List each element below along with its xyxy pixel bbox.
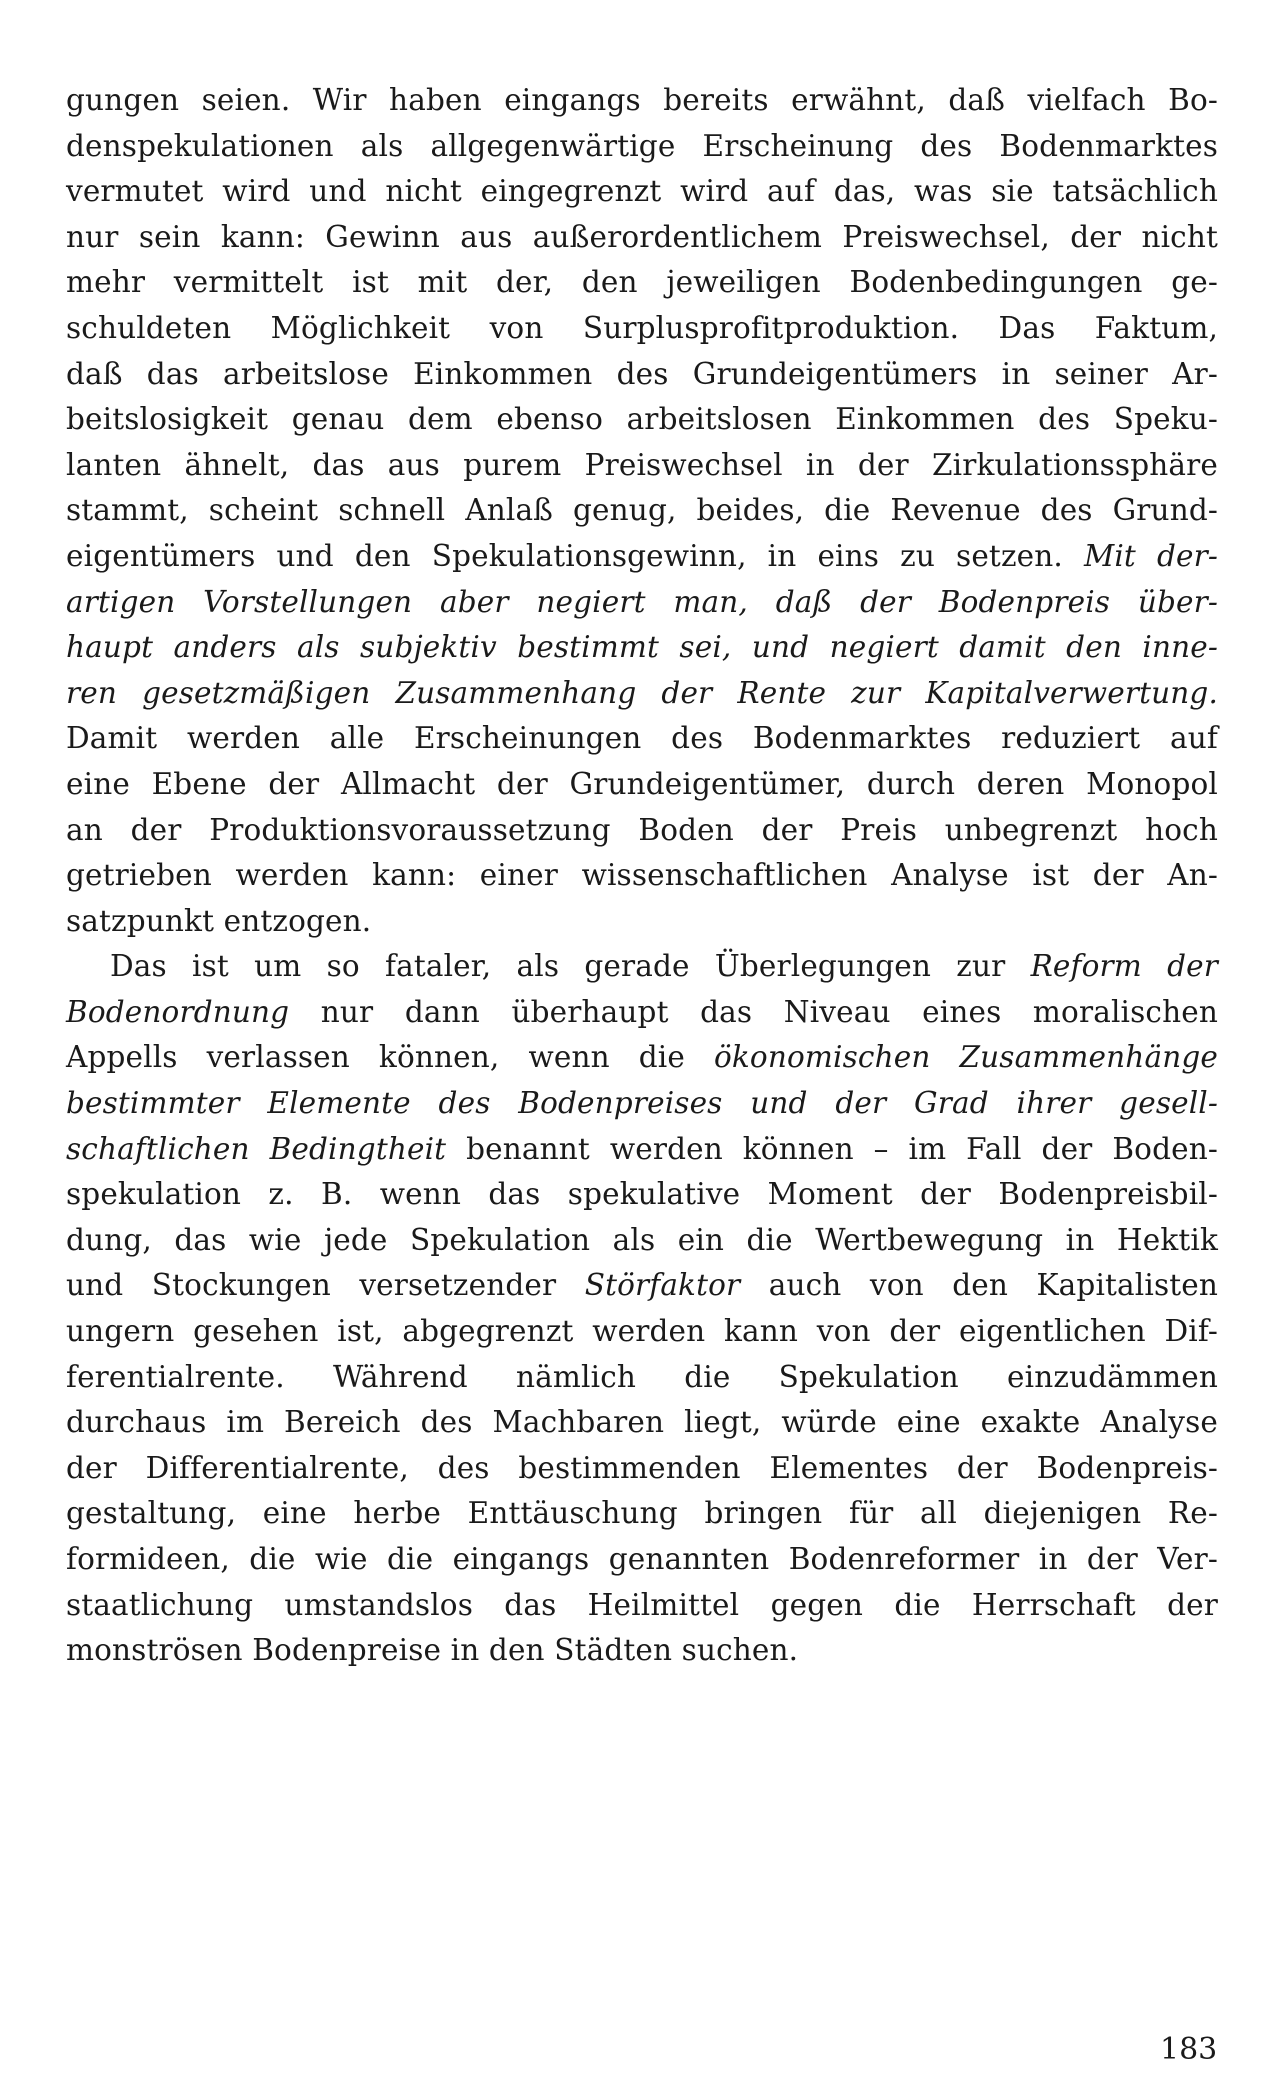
text-line — [66, 1127, 1218, 1173]
text-run: ungern gesehen ist, abgegrenzt werden kann von der eigentlichen Dif- — [66, 1314, 1218, 1349]
text-line — [66, 853, 1218, 899]
text-run: gestaltung, eine herbe Enttäuschung bringen für all diejenigen Re- — [66, 1496, 1218, 1531]
text-line — [66, 1537, 1218, 1583]
text-line — [66, 488, 1218, 534]
text-run: Das ist um so fataler, als gerade Überlegungen zur — [110, 949, 1031, 984]
text-line — [66, 944, 1218, 990]
text-line — [66, 1081, 1218, 1127]
text-run: schuldeten Möglichkeit von Surplusprofitproduktion. Das Faktum, — [66, 310, 1218, 345]
text-line — [66, 1583, 1218, 1629]
text-run: Damit werden alle Erscheinungen des Bodenmarktes reduziert auf — [66, 721, 1218, 756]
text-run: gungen seien. Wir haben eingangs bereits erwähnt, daß vielfach Bo- — [66, 83, 1218, 117]
italic-text: ren gesetzmäßigen Zusammenhang der Rente zur Kapitalverwertung. — [66, 675, 1218, 710]
text-line — [66, 1309, 1218, 1355]
text-run: nur dann überhaupt das Niveau eines moralischen — [289, 994, 1218, 1029]
text-run: auch von den Kapitalisten — [740, 1268, 1218, 1303]
text-run: stammt, scheint schnell Anlaß genug, beides, die Revenue des Grund- — [66, 493, 1218, 528]
italic-text: Mit der- — [1083, 538, 1218, 573]
text-run: der Differentialrente, des bestimmenden Elementes der Bodenpreis- — [66, 1450, 1218, 1485]
italic-text: Störfaktor — [584, 1268, 741, 1303]
page-number: 183 — [1160, 2032, 1218, 2067]
text-run: monströsen Bodenpreise in den Städten suchen. — [66, 1633, 799, 1668]
text-run: formideen, die wie die eingangs genannten Bodenreformer in der Ver- — [66, 1542, 1218, 1576]
text-line — [66, 352, 1218, 398]
text-line — [66, 580, 1218, 626]
text-line — [66, 1491, 1218, 1537]
text-line — [66, 397, 1218, 443]
text-run: getrieben werden kann: einer wissenschaftlichen Analyse ist der An- — [66, 858, 1218, 893]
text-run: ferentialrente. Während nämlich die Spekulation einzudämmen — [66, 1359, 1218, 1394]
text-run: lanten ähnelt, das aus purem Preiswechsel in der Zirkulationssphäre — [66, 447, 1218, 482]
text-line — [66, 716, 1218, 762]
text-run: satzpunkt entzogen. — [66, 903, 372, 938]
text-line — [66, 762, 1218, 808]
text-line — [66, 1035, 1218, 1081]
text-line — [66, 443, 1218, 489]
text-line — [66, 1355, 1218, 1401]
italic-text: haupt anders als subjektiv bestimmt sei, und negiert damit den inne- — [66, 630, 1218, 665]
italic-text: artigen Vorstellungen aber negiert man, daß der Bodenpreis über- — [66, 584, 1218, 619]
text-line — [66, 534, 1218, 580]
text-run: staatlichung umstandslos das Heilmittel gegen die Herrschaft der — [66, 1587, 1218, 1622]
text-line — [66, 1172, 1218, 1218]
text-line — [66, 1446, 1218, 1492]
text-line — [66, 260, 1218, 306]
text-line — [66, 671, 1218, 717]
text-run: nur sein kann: Gewinn aus außerordentlichem Preiswechsel, der nicht — [66, 219, 1218, 254]
text-line — [66, 625, 1218, 671]
text-line — [66, 169, 1218, 215]
text-run: eigentümers und den Spekulationsgewinn, in eins zu setzen. — [66, 538, 1084, 573]
text-run: denspekulationen als allgegenwärtige Erscheinung des Bodenmarktes — [66, 128, 1218, 163]
text-run: mehr vermittelt ist mit der, den jeweiligen Bodenbedingungen ge- — [66, 265, 1218, 300]
text-line — [66, 808, 1218, 854]
italic-text: ökonomischen Zusammenhänge — [714, 1040, 1218, 1075]
text-line — [66, 124, 1218, 170]
text-line — [66, 78, 1218, 124]
text-line — [66, 215, 1218, 261]
italic-text: schaftlichen Bedingtheit — [66, 1131, 447, 1166]
text-line — [66, 306, 1218, 352]
text-run: und Stockungen versetzender — [66, 1268, 585, 1303]
text-line — [66, 1628, 1218, 1674]
text-line — [66, 899, 1218, 945]
text-run: an der Produktionsvoraussetzung Boden der Preis unbegrenzt hoch — [66, 812, 1218, 847]
text-line — [66, 1218, 1218, 1264]
text-run: spekulation z. B. wenn das spekulative Moment der Bodenpreisbil- — [66, 1177, 1218, 1212]
text-run: beitslosigkeit genau dem ebenso arbeitslosen Einkommen des Speku- — [66, 402, 1218, 437]
text-run: vermutet wird und nicht eingegrenzt wird auf das, was sie tatsächlich — [66, 174, 1218, 209]
text-run: durchaus im Bereich des Machbaren liegt, würde eine exakte Analyse — [66, 1405, 1218, 1440]
text-run: benannt werden können – im Fall der Boden- — [446, 1131, 1218, 1166]
italic-text: Bodenordnung — [66, 994, 290, 1029]
text-run: dung, das wie jede Spekulation als ein die Wertbewegung in Hektik — [66, 1222, 1218, 1257]
text-line — [66, 990, 1218, 1036]
body-text — [66, 78, 1218, 1674]
text-run: eine Ebene der Allmacht der Grundeigentümer, durch deren Monopol — [66, 766, 1218, 801]
text-line — [66, 1263, 1218, 1309]
italic-text: Reform der — [1030, 949, 1218, 984]
text-run: Appells verlassen können, wenn die — [66, 1040, 714, 1075]
text-run: daß das arbeitslose Einkommen des Grundeigentümers in seiner Ar- — [66, 356, 1218, 391]
text-line — [66, 1400, 1218, 1446]
italic-text: bestimmter Elemente des Bodenpreises und der Grad ihrer gesell- — [66, 1086, 1218, 1121]
